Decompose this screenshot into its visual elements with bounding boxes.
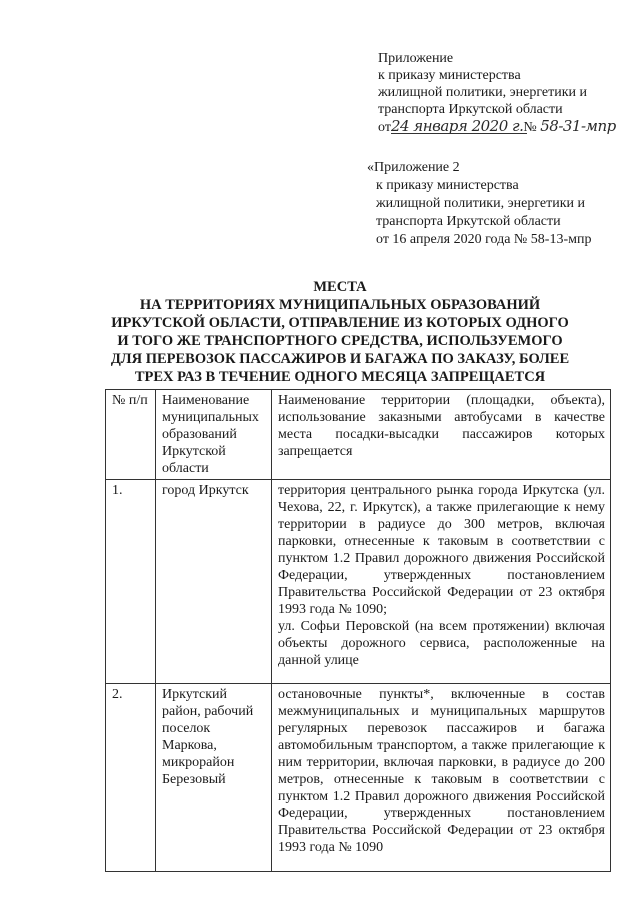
handwritten-number: 58-31-мпр <box>540 117 616 135</box>
table-row <box>106 480 611 684</box>
places-table <box>105 389 611 872</box>
title-line: НА ТЕРРИТОРИЯХ МУНИЦИПАЛЬНЫХ ОБРАЗОВАНИЙ <box>139 297 541 313</box>
title-line: ИРКУТСКОЙ ОБЛАСТИ, ОТПРАВЛЕНИЕ ИЗ КОТОРЫХ ОДНОГО <box>111 315 569 331</box>
title-line: И ТОГО ЖЕ ТРАНСПОРТНОГО СРЕДСТВА, ИСПОЛЬЗУЕМОГО <box>117 333 563 349</box>
table-row <box>106 684 611 872</box>
table-header-row <box>106 390 611 480</box>
appendix2-block <box>367 159 632 249</box>
row-territory <box>272 480 611 684</box>
appendix2-line: от 16 апреля 2020 года № 58-13-мпр <box>376 232 592 247</box>
appendix2-line: транспорта Иркутской области <box>376 214 561 229</box>
row-municipality: город Иркутск <box>156 480 272 684</box>
territory-text: территория центрального рынка города Иркутска (ул. Чехова, 22, г. Иркутск), а также прилегающие к нему территории в радиусе до 300 метров, включая парковки, отнесенные к таковым в соответствии с пунктом 1.2 Правил дорожного движения Российской Федерации, утвержденных постановлением Правительства Российской Федерации от 23 октября 1993 года № 1090; <box>278 483 605 617</box>
appendix2-line: жилищной политики, энергетики и <box>376 196 585 211</box>
document-title <box>60 278 620 386</box>
appendix2-line: «Приложение 2 <box>367 160 460 175</box>
title-line: ДЛЯ ПЕРЕВОЗОК ПАССАЖИРОВ И БАГАЖА ПО ЗАКАЗУ, БОЛЕЕ <box>110 351 570 367</box>
appendix-line: транспорта Иркутской области <box>378 102 563 117</box>
row-number: 2. <box>106 684 156 872</box>
handwritten-date: 24 января 2020 г. <box>390 117 524 135</box>
territory-extra-text: ул. Софьи Перовской (на всем протяжении) включая объекты дорожного сервиса, расположенные на данной улице <box>278 619 605 668</box>
appendix-line: к приказу министерства <box>378 68 521 83</box>
header-number: № п/п <box>106 390 156 480</box>
row-municipality: Иркутский район, рабочий поселок Маркова, микрорайон Березовый <box>156 684 272 872</box>
territory-text: остановочные пункты*, включенные в состав межмуниципальных и муниципальных маршрутов регулярных перевозок пассажиров и багажа автомобильным транспортом, а также прилегающие к ним территории, включая парковки, в радиусе до 200 метров, отнесенные к таковым в соответствии с пунктом 1.2 Правил дорожного движения Российской Федерации, утвержденных постановлением Правительства Российской Федерации от 23 октября 1993 года № 1090 <box>278 687 605 855</box>
appendix-line: жилищной политики, энергетики и <box>378 85 587 100</box>
header-territory: Наименование территории (площадки, объекта), использование заказными автобусами в качестве места посадки-высадки пассажиров которых запрещается <box>272 390 611 480</box>
appendix2-line: к приказу министерства <box>376 178 519 193</box>
title-line: МЕСТА <box>313 279 367 295</box>
header-municipality: Наименование муниципальных образований Иркутской области <box>156 390 272 480</box>
appendix-date-line <box>378 118 628 136</box>
date-prefix: от <box>378 120 391 135</box>
appendix-block <box>378 50 628 136</box>
appendix-line: Приложение <box>378 51 454 66</box>
row-number: 1. <box>106 480 156 684</box>
row-territory <box>272 684 611 872</box>
title-line: ТРЕХ РАЗ В ТЕЧЕНИЕ ОДНОГО МЕСЯЦА ЗАПРЕЩАЕТСЯ <box>134 369 546 385</box>
number-label: № <box>523 120 537 135</box>
